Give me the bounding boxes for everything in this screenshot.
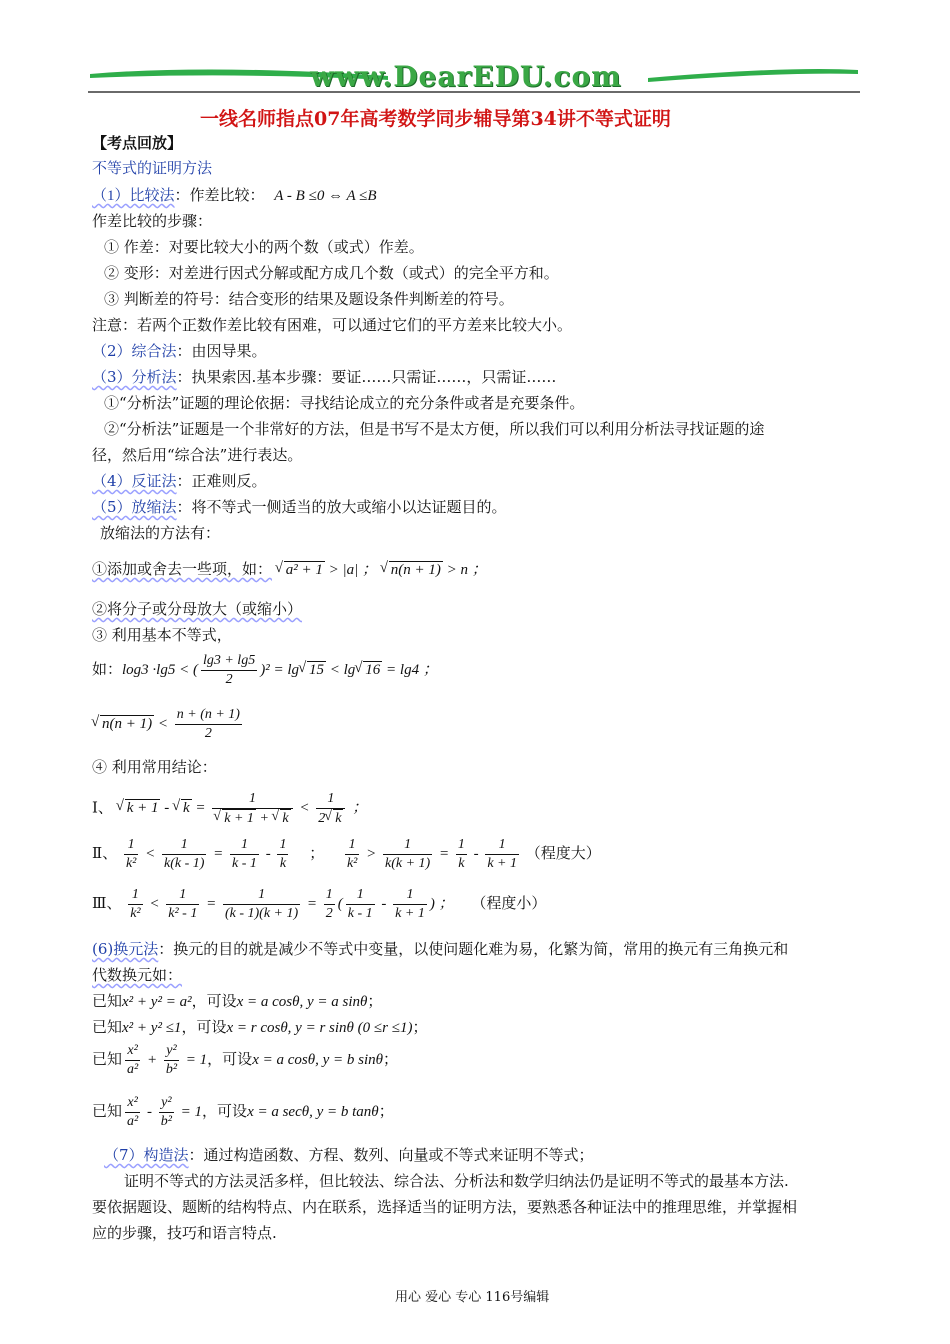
- method-2-text: ：由因导果。: [176, 342, 267, 360]
- steps-title: 作差比较的步骤：: [92, 212, 213, 230]
- example-1-prefix: 如：: [92, 661, 123, 678]
- section-label: 【考点回放】: [92, 134, 183, 152]
- example-2-sqrt: √ n(n + 1): [100, 715, 154, 733]
- conclusion-1: Ⅰ、 √ k + 1 - √ k = 1 √ k + 1 + √ k < $\frac{1}{2√ k}$ ；: [92, 790, 367, 828]
- fangsuo-1-text: ①添加或舍去一些项，如：: [92, 562, 273, 578]
- method-4-text: ：正难则反。: [176, 472, 267, 490]
- fangsuo-3: ③ 利用基本不等式，: [92, 626, 232, 644]
- method-1: [92, 184, 377, 205]
- example-1: [92, 652, 438, 689]
- method-3: [92, 366, 556, 387]
- sqrt-n: √ n(n + 1): [389, 561, 443, 579]
- method-7-text: ：通过构造函数、方程、数列、向量或不等式来证明不等式；: [188, 1146, 594, 1164]
- method-4: [92, 470, 267, 491]
- c1-fraction-2: $\frac{1}{2√ k}$: [316, 790, 345, 828]
- conclusion-3: Ⅲ、 $\frac{1}{\text{k²}}$ < $\frac{1}{\text{k² - 1}}$ = $\frac{1}{(k - 1)(k + 1)}$ = $\frac{1}{2}$ ( $\frac{1}{k - 1}$ - $\frac{1}{k + 1}$ ) ； （程度小）: [92, 887, 547, 921]
- method-5-label: （5）放缩法: [92, 498, 177, 516]
- method-5-text: ：将不等式一侧适当的放大或缩小以达证题目的。: [176, 498, 507, 516]
- method-3-label: （3）分析法: [92, 368, 177, 386]
- subtitle: 不等式的证明方法: [92, 159, 213, 177]
- method-3-note-3: 径，然后用“综合法”进行表达。: [92, 446, 303, 464]
- c1-sqrt-a: √ k + 1: [125, 799, 161, 817]
- fangsuo-4: ④ 利用常用结论：: [92, 758, 217, 776]
- example-1-lhs: log3 ·lg5 < (: [122, 661, 198, 678]
- conclusion-1-label: Ⅰ、: [92, 800, 113, 817]
- method-7-label: （7）构造法: [104, 1146, 189, 1164]
- footer: 用心 爱心 专心 116号编辑: [395, 1290, 550, 1305]
- substitution-1: 已知x² + y² = a²，可设x = a cosθ, y = a sinθ；: [92, 994, 383, 1010]
- fangsuo-1-rhs-2: > n ；: [442, 562, 487, 578]
- sqrt-15: √ 15: [307, 661, 326, 679]
- example-1-end: = lg4 ；: [382, 661, 438, 678]
- conclusion-3-tag: （程度小）: [471, 895, 547, 912]
- summary-1: 证明不等式的方法灵活多样，但比较法、综合法、分析法和数学归纳法仍是证明不等式的最基本方法.: [124, 1172, 789, 1190]
- summary-2: 要依据题设、题断的结构特点、内在联系，选择适当的证明方法，要熟悉各种证法中的推理思维，并掌握相: [92, 1198, 798, 1216]
- substitution-4: 已知 $\frac{\text{x²}}{\text{a²}}$ - $\frac{\text{y²}}{\text{b²}}$ = 1，可设x = a secθ, y = b tanθ；: [92, 1095, 394, 1129]
- example-1-fraction: $\frac{\lg 3 + \lg 5}{2}$: [202, 653, 256, 687]
- step-3: ③ 判断差的符号：结合变形的结果及题设条件判断差的符号。: [104, 290, 514, 308]
- page-title: 一线名师指点07年高考数学同步辅导第34讲不等式证明: [200, 108, 671, 130]
- method-1-formula: A - B ≤0 ⇔ A ≤B: [274, 188, 377, 204]
- note: 注意：若两个正数作差比较有困难，可以通过它们的平方差来比较大小。: [92, 316, 573, 334]
- sqrt-16: √ 16: [363, 661, 382, 679]
- method-3-note-2: ②“分析法”证题是一个非常好的方法，但是书写不是太方便，所以我们可以利用分析法寻找证题的途: [104, 420, 765, 438]
- method-2-label: （2）综合法: [92, 342, 177, 360]
- method-3-text: ：执果索因.基本步骤：要证……只需证……，只需证……: [176, 368, 557, 386]
- summary-3: 应的步骤，技巧和语言特点.: [92, 1224, 277, 1242]
- substitution-3: 已知 $\frac{\text{x²}}{\text{a²}}$ + $\frac{\text{y²}}{\text{b²}}$ = 1，可设x = a cosθ, y = b sinθ；: [92, 1043, 398, 1077]
- example-2-fraction: $\frac{n + (n + 1)}{2}$: [176, 707, 240, 741]
- example-1-mid2: < lg: [326, 661, 356, 678]
- method-3-note-1: ①“分析法”证题的理论依据：寻找结论成立的充分条件或者是充要条件。: [104, 394, 585, 412]
- conclusion-2-tag: （程度大）: [525, 845, 601, 862]
- c1-sqrt-b: √ k: [181, 799, 192, 817]
- method-4-label: （4）反证法: [92, 472, 177, 490]
- method-6-line-2: 代数换元如：: [92, 966, 183, 984]
- conclusion-2-label: Ⅱ、: [92, 845, 118, 862]
- fangsuo-1: [92, 558, 487, 579]
- example-1-mid: )² = lg: [260, 661, 299, 678]
- substitution-2: 已知x² + y² ≤1，可设x = r cosθ, y = r sinθ (0 ≤r ≤1)；: [92, 1020, 428, 1036]
- example-2: [92, 706, 245, 743]
- sqrt-a: √ a² + 1: [284, 561, 325, 579]
- method-7: [104, 1144, 594, 1165]
- method-2: [92, 340, 267, 361]
- step-1: ① 作差：对要比较大小的两个数（或式）作差。: [104, 238, 424, 256]
- example-2-lt: <: [154, 715, 172, 732]
- method-1-text: ：作差比较：: [174, 188, 265, 204]
- method-6-text: ：换元的目的就是减少不等式中变量，以使问题化难为易，化繁为简，常用的换元有三角换元和: [158, 940, 789, 958]
- method-6: [92, 938, 788, 959]
- method-1-label: （1）比较法: [92, 188, 175, 204]
- site-logo: www.DearEDU.com: [310, 60, 622, 93]
- fangsuo-2: ②将分子或分母放大（或缩小）: [92, 600, 303, 618]
- method-6-label: (6)换元法: [92, 940, 159, 958]
- fangsuo-1-rhs-1: > |a| ；: [324, 562, 378, 578]
- conclusion-2: Ⅱ、 $\frac{1}{\text{k²}}$ < $\frac{1}{k(k - 1)}$ = $\frac{1}{k - 1}$ - $\frac{1}{k}$ ； $\frac{1}{\text{k²}}$ > $\frac{1}{k(k + 1)}$ = $\frac{1}{k}$ - $\frac{1}{k + 1}$ （程度大）: [92, 837, 601, 871]
- conclusion-2-separator: ；: [309, 845, 325, 862]
- conclusion-3-label: Ⅲ、: [92, 895, 122, 912]
- c1-fraction-1: 1 √ k + 1 + √ k: [212, 790, 292, 828]
- fangsuo-title: 放缩法的方法有：: [100, 524, 221, 542]
- step-2: ② 变形：对差进行因式分解或配方成几个数（或式）的完全平方和。: [104, 264, 559, 282]
- method-5: [92, 496, 507, 517]
